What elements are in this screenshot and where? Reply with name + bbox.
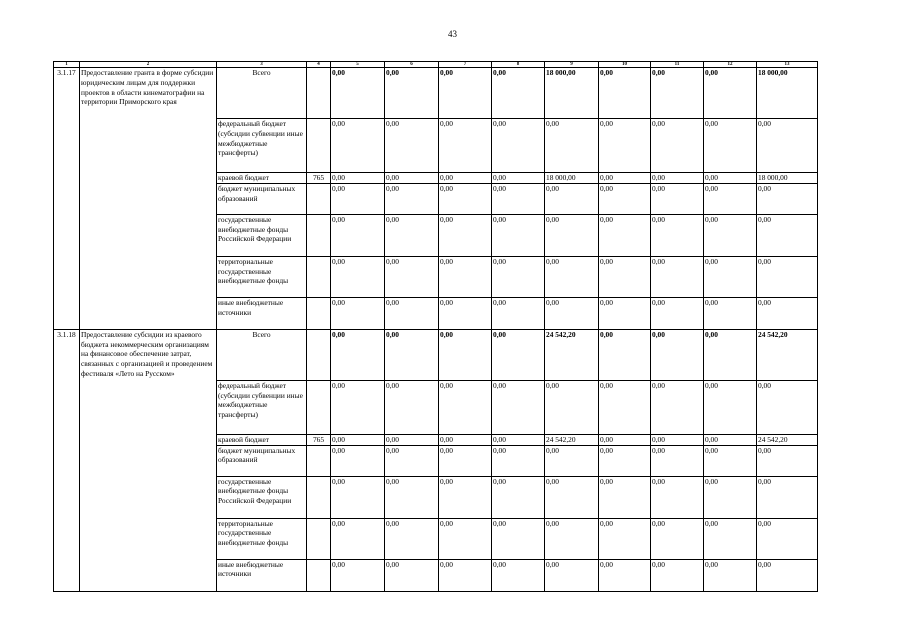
amount-cell: 0,00 [757, 119, 818, 173]
budget-code [307, 297, 331, 329]
amount-cell: 0,00 [599, 256, 651, 297]
amount-cell: 0,00 [651, 119, 704, 173]
amount-cell: 0,00 [704, 559, 757, 591]
amount-cell: 0,00 [757, 297, 818, 329]
amount-cell: 0,00 [545, 119, 599, 173]
amount-cell: 0,00 [439, 183, 492, 214]
section-title: Предоставление субсидии из краевого бюджета некоммерческим организациям на финансовое обеспечение затрат, связанных с организацией и проведением фестиваля «Лето на Русском» [80, 329, 217, 591]
budget-code [307, 380, 331, 434]
amount-cell: 0,00 [757, 214, 818, 256]
amount-cell: 0,00 [385, 68, 439, 119]
amount-cell: 0,00 [599, 119, 651, 173]
column-number: 10 [599, 62, 651, 68]
amount-cell: 0,00 [545, 476, 599, 518]
amount-cell: 0,00 [599, 380, 651, 434]
amount-cell: 0,00 [651, 297, 704, 329]
amount-cell: 0,00 [651, 183, 704, 214]
budget-code [307, 329, 331, 380]
amount-cell: 0,00 [331, 68, 385, 119]
amount-cell: 0,00 [439, 518, 492, 559]
amount-cell: 0,00 [385, 476, 439, 518]
section-number: 3.1.18 [54, 329, 80, 591]
funding-source-label: бюджет муниципальных образований [217, 183, 307, 214]
section-number: 3.1.17 [54, 68, 80, 330]
funding-source-label: Всего [217, 68, 307, 119]
amount-cell: 0,00 [492, 297, 545, 329]
column-number: 12 [704, 62, 757, 68]
section-title: Предоставление гранта в форме субсидии юридическим лицам для поддержки проектов в области кинематографии на территории Приморского края [80, 68, 217, 330]
funding-source-label: территориальные государственные внебюджетные фонды [217, 256, 307, 297]
budget-code [307, 476, 331, 518]
amount-cell: 0,00 [331, 119, 385, 173]
amount-cell: 0,00 [704, 380, 757, 434]
amount-cell: 24 542,20 [757, 434, 818, 445]
amount-cell: 0,00 [599, 329, 651, 380]
amount-cell: 0,00 [331, 380, 385, 434]
amount-cell: 0,00 [385, 445, 439, 476]
amount-cell: 0,00 [704, 214, 757, 256]
amount-cell: 0,00 [704, 297, 757, 329]
amount-cell: 0,00 [757, 518, 818, 559]
amount-cell: 0,00 [385, 518, 439, 559]
amount-cell: 0,00 [545, 445, 599, 476]
amount-cell: 0,00 [599, 434, 651, 445]
amount-cell: 0,00 [331, 183, 385, 214]
amount-cell: 0,00 [385, 559, 439, 591]
amount-cell: 0,00 [492, 434, 545, 445]
amount-cell: 18 000,00 [757, 68, 818, 119]
funding-source-label: бюджет муниципальных образований [217, 445, 307, 476]
amount-cell: 0,00 [599, 518, 651, 559]
amount-cell: 0,00 [704, 476, 757, 518]
amount-cell: 18 000,00 [545, 68, 599, 119]
page-number: 43 [448, 29, 457, 39]
amount-cell: 0,00 [439, 214, 492, 256]
amount-cell: 0,00 [439, 68, 492, 119]
amount-cell: 0,00 [704, 173, 757, 184]
amount-cell: 0,00 [651, 173, 704, 184]
amount-cell: 0,00 [492, 256, 545, 297]
amount-cell: 0,00 [545, 297, 599, 329]
amount-cell: 0,00 [439, 297, 492, 329]
amount-cell: 0,00 [545, 214, 599, 256]
amount-cell: 0,00 [492, 329, 545, 380]
amount-cell: 0,00 [704, 256, 757, 297]
amount-cell: 0,00 [651, 445, 704, 476]
funding-source-label: государственные внебюджетные фонды Российской Федерации [217, 476, 307, 518]
column-number: 9 [545, 62, 599, 68]
funding-source-label: краевой бюджет [217, 434, 307, 445]
amount-cell: 0,00 [651, 329, 704, 380]
amount-cell: 0,00 [492, 173, 545, 184]
amount-cell: 0,00 [439, 559, 492, 591]
amount-cell: 0,00 [331, 445, 385, 476]
funding-source-label: краевой бюджет [217, 173, 307, 184]
amount-cell: 18 000,00 [545, 173, 599, 184]
budget-code: 765 [307, 173, 331, 184]
amount-cell: 0,00 [331, 476, 385, 518]
amount-cell: 0,00 [385, 214, 439, 256]
budget-code [307, 256, 331, 297]
column-number: 2 [80, 62, 217, 68]
column-number: 7 [439, 62, 492, 68]
amount-cell: 0,00 [492, 183, 545, 214]
amount-cell: 0,00 [757, 183, 818, 214]
amount-cell: 0,00 [704, 68, 757, 119]
amount-cell: 0,00 [599, 476, 651, 518]
amount-cell: 0,00 [651, 380, 704, 434]
amount-cell: 0,00 [331, 173, 385, 184]
budget-code [307, 183, 331, 214]
amount-cell: 0,00 [492, 68, 545, 119]
amount-cell: 0,00 [385, 256, 439, 297]
column-number: 4 [307, 62, 331, 68]
amount-cell: 0,00 [704, 445, 757, 476]
budget-code [307, 119, 331, 173]
funding-source-label: территориальные государственные внебюджетные фонды [217, 518, 307, 559]
amount-cell: 0,00 [385, 119, 439, 173]
amount-cell: 0,00 [599, 183, 651, 214]
funding-source-label: федеральный бюджет (субсидии субвенции иные межбюджетные трансферты) [217, 119, 307, 173]
amount-cell: 0,00 [599, 68, 651, 119]
funding-source-label: иные внебюджетные источники [217, 297, 307, 329]
amount-cell: 24 542,20 [545, 329, 599, 380]
amount-cell: 0,00 [439, 173, 492, 184]
budget-code [307, 214, 331, 256]
amount-cell: 0,00 [704, 183, 757, 214]
amount-cell: 0,00 [331, 297, 385, 329]
column-number: 11 [651, 62, 704, 68]
amount-cell: 0,00 [385, 329, 439, 380]
amount-cell: 0,00 [331, 434, 385, 445]
funding-source-label: Всего [217, 329, 307, 380]
amount-cell: 0,00 [331, 329, 385, 380]
amount-cell: 0,00 [757, 256, 818, 297]
amount-cell: 0,00 [599, 297, 651, 329]
funding-source-label: иные внебюджетные источники [217, 559, 307, 591]
amount-cell: 0,00 [651, 256, 704, 297]
amount-cell: 0,00 [385, 380, 439, 434]
column-number: 13 [757, 62, 818, 68]
amount-cell: 0,00 [545, 183, 599, 214]
amount-cell: 0,00 [385, 173, 439, 184]
table-body [54, 68, 818, 592]
amount-cell: 0,00 [599, 214, 651, 256]
amount-cell: 0,00 [704, 329, 757, 380]
amount-cell: 0,00 [492, 476, 545, 518]
amount-cell: 0,00 [545, 256, 599, 297]
amount-cell: 0,00 [492, 559, 545, 591]
amount-cell: 0,00 [704, 119, 757, 173]
amount-cell: 0,00 [599, 445, 651, 476]
amount-cell: 0,00 [492, 445, 545, 476]
amount-cell: 0,00 [651, 476, 704, 518]
column-number: 5 [331, 62, 385, 68]
amount-cell: 0,00 [704, 518, 757, 559]
amount-cell: 0,00 [385, 434, 439, 445]
amount-cell: 0,00 [492, 380, 545, 434]
budget-code [307, 518, 331, 559]
amount-cell: 0,00 [439, 380, 492, 434]
amount-cell: 0,00 [651, 214, 704, 256]
column-number: 6 [385, 62, 439, 68]
amount-cell: 0,00 [331, 559, 385, 591]
funding-source-label: государственные внебюджетные фонды Российской Федерации [217, 214, 307, 256]
amount-cell: 0,00 [439, 329, 492, 380]
amount-cell: 0,00 [599, 559, 651, 591]
amount-cell: 0,00 [757, 476, 818, 518]
amount-cell: 0,00 [651, 434, 704, 445]
budget-code: 765 [307, 434, 331, 445]
amount-cell: 0,00 [492, 214, 545, 256]
amount-cell: 0,00 [439, 434, 492, 445]
column-number: 3 [217, 62, 307, 68]
amount-cell: 0,00 [757, 445, 818, 476]
amount-cell: 0,00 [704, 434, 757, 445]
funding-source-label: федеральный бюджет (субсидии субвенции иные межбюджетные трансферты) [217, 380, 307, 434]
budget-code [307, 445, 331, 476]
budget-table [53, 61, 818, 592]
amount-cell: 0,00 [651, 68, 704, 119]
amount-cell: 0,00 [651, 559, 704, 591]
amount-cell: 24 542,20 [545, 434, 599, 445]
amount-cell: 0,00 [492, 518, 545, 559]
amount-cell: 0,00 [331, 256, 385, 297]
amount-cell: 0,00 [492, 119, 545, 173]
amount-cell: 0,00 [545, 559, 599, 591]
amount-cell: 0,00 [757, 380, 818, 434]
amount-cell: 0,00 [545, 380, 599, 434]
amount-cell: 0,00 [331, 518, 385, 559]
budget-code [307, 68, 331, 119]
amount-cell: 18 000,00 [757, 173, 818, 184]
amount-cell: 0,00 [385, 297, 439, 329]
column-number: 8 [492, 62, 545, 68]
amount-cell: 0,00 [439, 256, 492, 297]
amount-cell: 0,00 [385, 183, 439, 214]
amount-cell: 0,00 [757, 559, 818, 591]
column-number: 1 [54, 62, 80, 68]
amount-cell: 24 542,20 [757, 329, 818, 380]
budget-code [307, 559, 331, 591]
amount-cell: 0,00 [651, 518, 704, 559]
amount-cell: 0,00 [439, 445, 492, 476]
section-total-row [54, 329, 818, 380]
section-total-row [54, 68, 818, 119]
amount-cell: 0,00 [439, 476, 492, 518]
amount-cell: 0,00 [599, 173, 651, 184]
amount-cell: 0,00 [331, 214, 385, 256]
amount-cell: 0,00 [439, 119, 492, 173]
amount-cell: 0,00 [545, 518, 599, 559]
